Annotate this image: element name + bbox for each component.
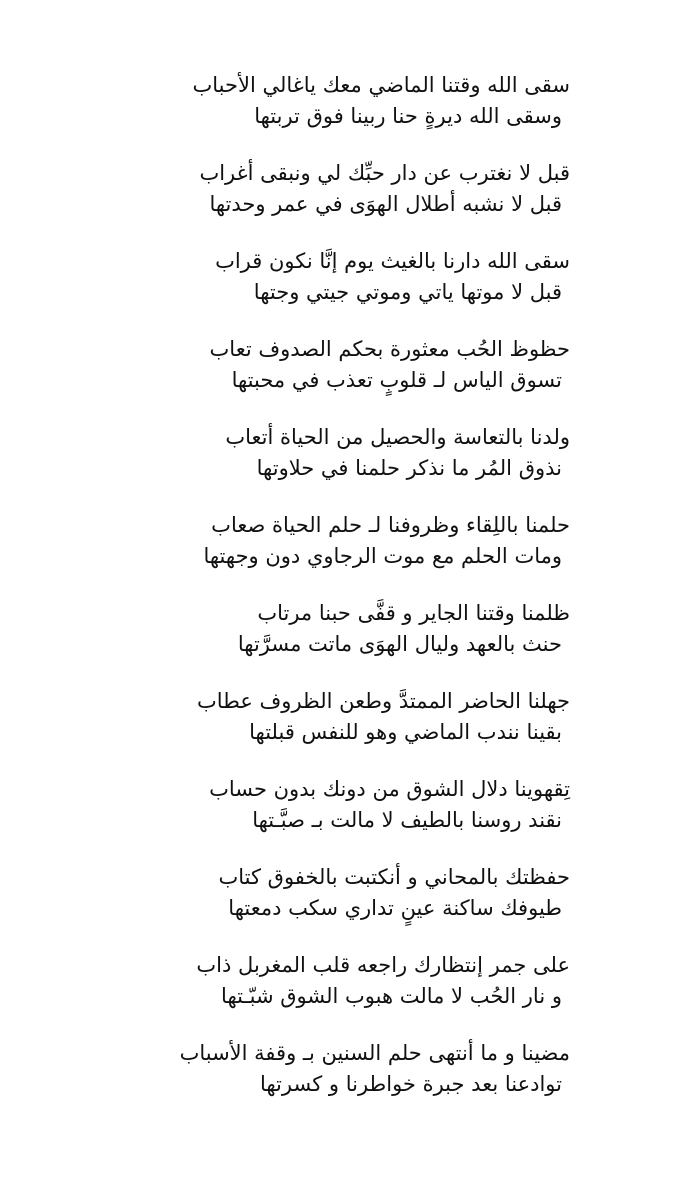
stanza-5 bbox=[150, 422, 570, 510]
poem-line: حنث بالعهد وليال الهوَى ماتت مسرَّتها bbox=[237, 632, 562, 656]
stanza-4 bbox=[150, 334, 570, 422]
poem-line: قبل لا نغترب عن دار حبِّك لي ونبقى أغراب bbox=[199, 161, 570, 185]
poem-line: حظوظ الحُب معثورة بحكم الصدوف تعاب bbox=[209, 337, 570, 361]
stanza-9 bbox=[150, 774, 570, 862]
stanza-2 bbox=[150, 158, 570, 246]
poem-line: سقى الله دارنا بالغيث يوم إنَّا نكون قراب bbox=[215, 249, 570, 273]
poem-line: تسوق الياس لـ قلوبٍ تعذب في محبتها bbox=[231, 368, 562, 392]
poem-line: وسقى الله ديرةٍ حنا ربينا فوق تربتها bbox=[254, 104, 562, 128]
stanza-12 bbox=[150, 1038, 570, 1126]
poem-line: ظلمنا وقتنا الجاير و قفَّى حبنا مرتاب bbox=[257, 601, 570, 625]
stanza-8 bbox=[150, 686, 570, 774]
poem-line: جهلنا الحاضر الممتدَّ وطعن الظروف عطاب bbox=[196, 689, 570, 713]
poem-line: توادعنا بعد جبرة خواطرنا و كسرتها bbox=[259, 1072, 562, 1096]
poem-line: قبل لا نشبه أطلال الهوَى في عمر وحدتها bbox=[209, 192, 562, 216]
stanza-3 bbox=[150, 246, 570, 334]
poem-line: حفظتك بالمحاني و أنكتبت بالخفوق كتاب bbox=[218, 865, 570, 889]
stanza-11 bbox=[150, 950, 570, 1038]
poem bbox=[0, 70, 675, 1126]
stanza-10 bbox=[150, 862, 570, 950]
poem-line: على جمر إنتظارك راجعه قلب المغربل ذاب bbox=[196, 953, 570, 977]
stanza-6 bbox=[150, 510, 570, 598]
poem-line: تِقهوينا دلال الشوق من دونك بدون حساب bbox=[209, 777, 570, 801]
stanza-7 bbox=[150, 598, 570, 686]
poem-line: ومات الحلم مع موت الرجاوي دون وجهتها bbox=[203, 544, 562, 568]
poem-line: مضينا و ما أنتهى حلم السنين بـ وقفة الأسباب bbox=[179, 1041, 570, 1065]
poem-line: نذوق المُر ما نذكر حلمنا في حلاوتها bbox=[256, 456, 562, 480]
poem-line: سقى الله وقتنا الماضي معك ياغالي الأحباب bbox=[192, 73, 570, 97]
poem-line: ولدنا بالتعاسة والحصيل من الحياة أتعاب bbox=[225, 425, 570, 449]
poem-line: بقينا نندب الماضي وهو للنفس قبلتها bbox=[249, 720, 562, 744]
poem-line: طيوفك ساكنة عينٍ تداري سكب دمعتها bbox=[228, 896, 562, 920]
poem-line: نقند روسنا بالطيف لا مالت بـ صبَّـتها bbox=[252, 808, 562, 832]
poem-line: حلمنا باللِقاء وظروفنا لـ حلم الحياة صعاب bbox=[211, 513, 570, 537]
poem-line: قبل لا موتها ياتي وموتي جيتي وجتها bbox=[253, 280, 562, 304]
poem-line: و نار الحُب لا مالت هبوب الشوق شبّـتها bbox=[221, 984, 562, 1008]
stanza-1 bbox=[150, 70, 570, 158]
